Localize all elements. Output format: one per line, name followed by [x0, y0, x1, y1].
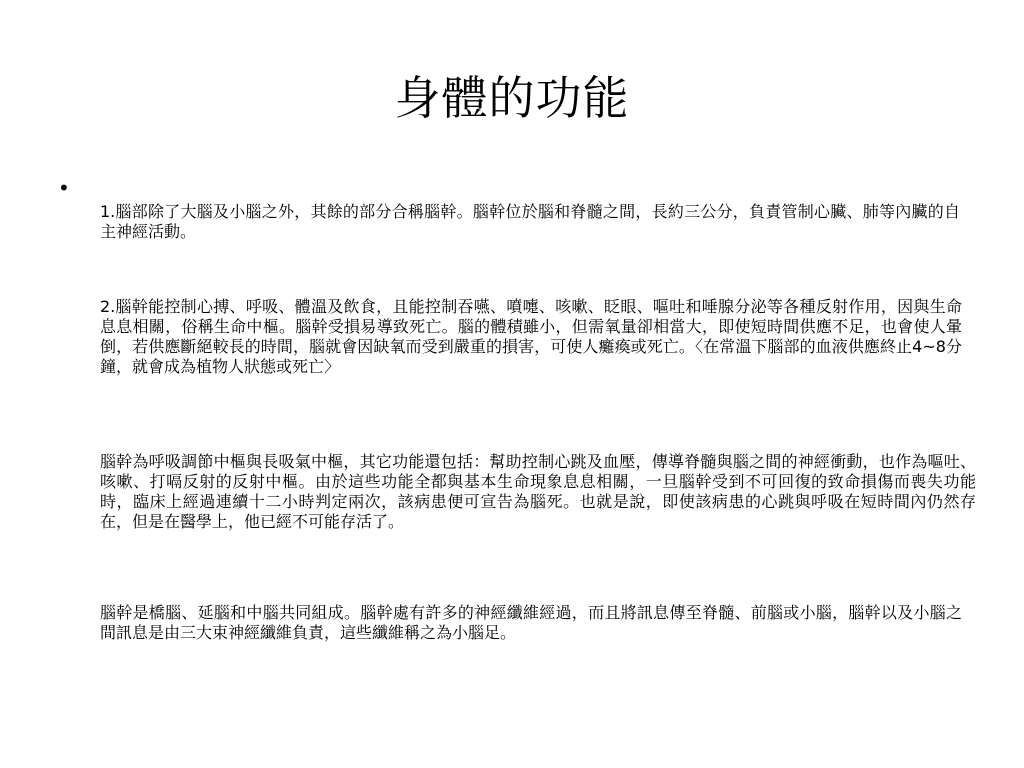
bullet-marker: •: [58, 176, 70, 200]
paragraph-1: 1.腦部除了大腦及小腦之外，其餘的部分合稱腦幹。腦幹位於腦和脊髓之間，長約三公分，負責管制心臟、肺等內臟的自主神經活動。: [100, 202, 960, 241]
paragraph-3: 腦幹為呼吸調節中樞與長吸氣中樞，其它功能還包括：幫助控制心跳及血壓，傳導脊髓與腦之間的神經衝動，也作為嘔吐、咳嗽、打嗝反射的反射中樞。由於這些功能全都與基本生命現象息息相關，一旦腦幹受到不可回復的致命損傷而喪失功能時，臨床上經過連續十二小時判定兩次，該病患便可宣告為腦死。也就是說，即使該病患的心跳與呼吸在短時間內仍然存在，但是在醫學上，他已經不可能存活了。: [100, 452, 976, 531]
slide-title: 身體的功能: [394, 71, 630, 125]
paragraph-4: 腦幹是橋腦、延腦和中腦共同組成。腦幹處有許多的神經纖維經過，而且將訊息傳至脊髓、前腦或小腦，腦幹以及小腦之間訊息是由三大束神經纖維負責，這些纖維稱之為小腦足。: [100, 603, 962, 642]
paragraph-2: 2.腦幹能控制心搏、呼吸、體溫及飲食，且能控制吞嚥、噴嚏、咳嗽、眨眼、嘔吐和唾腺分泌等各種反射作用，因與生命息息相關，俗稱生命中樞。腦幹受損易導致死亡。腦的體積雖小，但需氧量卻相當大，即使短時間供應不足，也會使人暈倒，若供應斷絕較長的時間，腦就會因缺氧而受到嚴重的損害，可使人癱瘓或死亡。〈在常溫下腦部的血液供應終止4~8分鐘，就會成為植物人狀態或死亡〉: [100, 297, 962, 376]
